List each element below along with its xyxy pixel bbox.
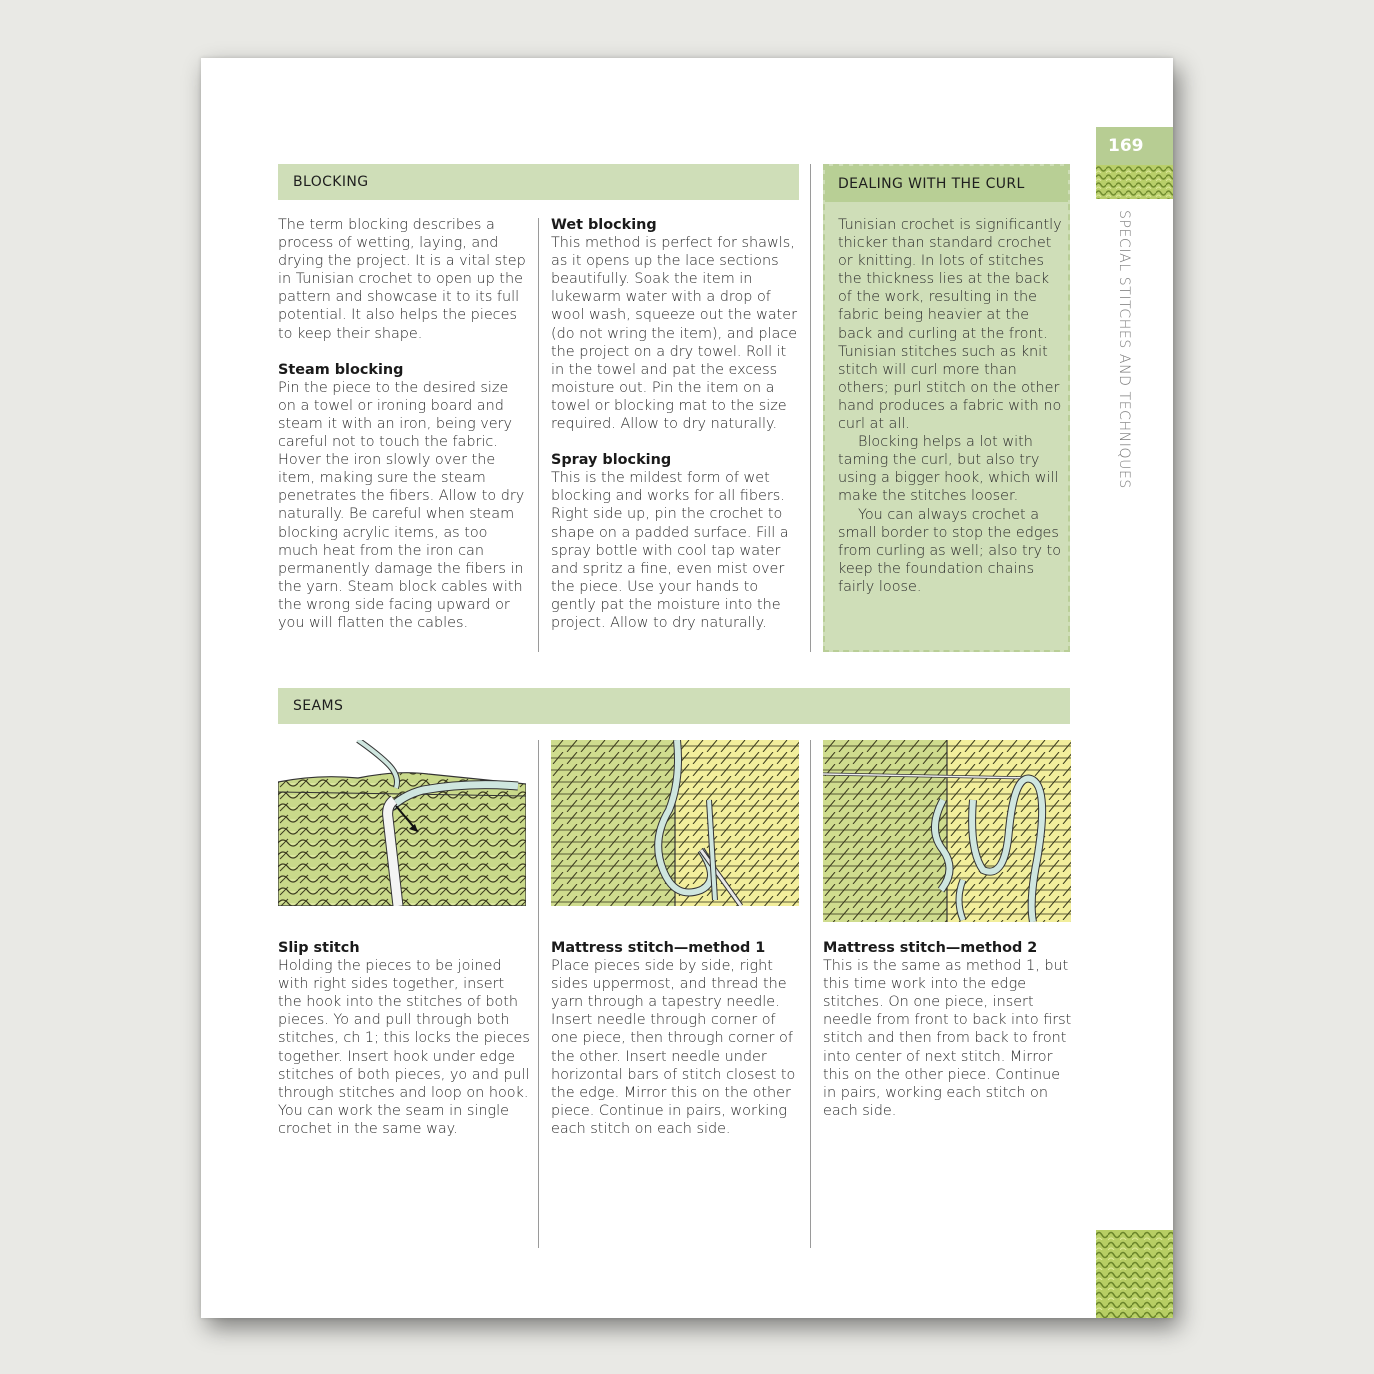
slip-stitch-text: Holding the pieces to be joined with right sides together, insert the hook into the stitches of both pieces. Yo and pull through both stitches, ch 1; this locks the pieces together. Insert hook under edge stitches of both pieces, yo and pull through stitches and loop on hook. You can work the seam in single crochet in the same way. xyxy=(278,958,530,1137)
column-divider xyxy=(810,164,811,652)
blocking-heading: BLOCKING xyxy=(293,174,369,190)
column-divider xyxy=(538,740,539,1248)
wet-blocking-text: This method is perfect for shawls, as it opens up the lace sections beautifully. Soak the item in lukewarm water with a drop of wool wash, squeeze out the water (do not wring the item), and place the project on a dry towel. Roll it in the towel and pat the excess moisture out. Pin the item on a towel or blocking mat to the size required. Allow to dry naturally. xyxy=(551,235,798,433)
mattress-1-text: Place pieces side by side, right sides uppermost, and thread the yarn through a tapestry needle. Insert needle through corner of one piece, then through corner of the other. Insert needle under horizontal bars of stitch closest to the edge. Mirror this on the other piece. Continue in pairs, working each stitch on each side. xyxy=(551,958,796,1137)
curl-heading: DEALING WITH THE CURL xyxy=(838,176,1025,192)
spray-blocking-text: This is the mildest form of wet blocking and works for all fibers. Right side up, pin the crochet to shape on a padded surface. Fill a spray bottle with cool tap water and spritz a fine, even mist over the piece. Use your hands to gently pat the moisture into the project. Allow to dry naturally. xyxy=(551,470,789,631)
curl-text xyxy=(838,216,1066,596)
column-divider xyxy=(538,218,539,652)
curl-paragraph-1: Tunisian crochet is significantly thicker than standard crochet or knitting. In lots of stitches the thickness lies at the back of the work, resulting in the fabric being heavier at the back and curling at the front. Tunisian stitches such as knit stitch will curl more than others; purl stitch on the other hand produces a fabric with no curl at all. xyxy=(838,217,1062,433)
mattress-stitch-1-illustration xyxy=(551,740,799,906)
mattress-2-title: Mattress stitch—method 2 xyxy=(823,940,1038,956)
mattress-1-title: Mattress stitch—method 1 xyxy=(551,940,766,956)
running-head: SPECIAL STITCHES AND TECHNIQUES xyxy=(1116,210,1132,489)
column-divider xyxy=(810,740,811,1248)
spray-blocking-title: Spray blocking xyxy=(551,452,672,469)
blocking-intro: The term blocking describes a process of wetting, laying, and drying the project. It is a vital step in Tunisian crochet to open up the pattern and showcase it to its full potential. It also helps the pieces to keep their shape. xyxy=(278,217,526,342)
slip-stitch-illustration xyxy=(278,740,526,906)
slip-stitch-title: Slip stitch xyxy=(278,940,360,956)
slip-stitch-column xyxy=(278,939,530,1138)
mattress-stitch-2-illustration xyxy=(823,740,1071,922)
steam-blocking-title: Steam blocking xyxy=(278,361,404,378)
corner-knit-swatch xyxy=(1096,1230,1173,1318)
curl-paragraph-3: You can always crochet a small border to stop the edges from curling as well; also try to keep the foundation chains fairly loose. xyxy=(838,506,1062,595)
mattress-2-text: This is the same as method 1, but this time work into the edge stitches. On one piece, insert needle from front to back into first stitch and then from back to front into center of next stitch. Mirror this on the other piece. Continue in pairs, working each stitch on each side. xyxy=(823,958,1072,1119)
mattress-2-column xyxy=(823,939,1075,1120)
page-tab xyxy=(1096,127,1173,199)
steam-blocking-text: Pin the piece to the desired size on a towel or ironing board and steam it with an iron, being very careful not to touch the fabric. Hover the iron slowly over the item, making sure the steam penetrates the fibers. Allow to dry naturally. Be careful when steam blocking acrylic items, as too much heat from the iron can permanently damage the fibers in the yarn. Steam block cables with the wrong side facing upward or you will flatten the cables. xyxy=(278,379,525,631)
wet-blocking-title: Wet blocking xyxy=(551,217,657,233)
blocking-column-1 xyxy=(278,216,528,632)
knit-swatch-icon xyxy=(1096,165,1173,199)
curl-sidebar xyxy=(823,164,1070,652)
curl-heading-band xyxy=(825,166,1068,202)
mattress-1-column xyxy=(551,939,803,1138)
seams-heading-band xyxy=(278,688,1070,724)
blocking-heading-band xyxy=(278,164,799,200)
page-number: 169 xyxy=(1108,136,1144,156)
curl-paragraph-2: Blocking helps a lot with taming the curl, but also try using a bigger hook, which will make the stitches looser. xyxy=(838,434,1059,505)
seams-heading: SEAMS xyxy=(293,698,344,714)
book-page xyxy=(201,58,1173,1318)
blocking-column-2 xyxy=(551,216,801,632)
